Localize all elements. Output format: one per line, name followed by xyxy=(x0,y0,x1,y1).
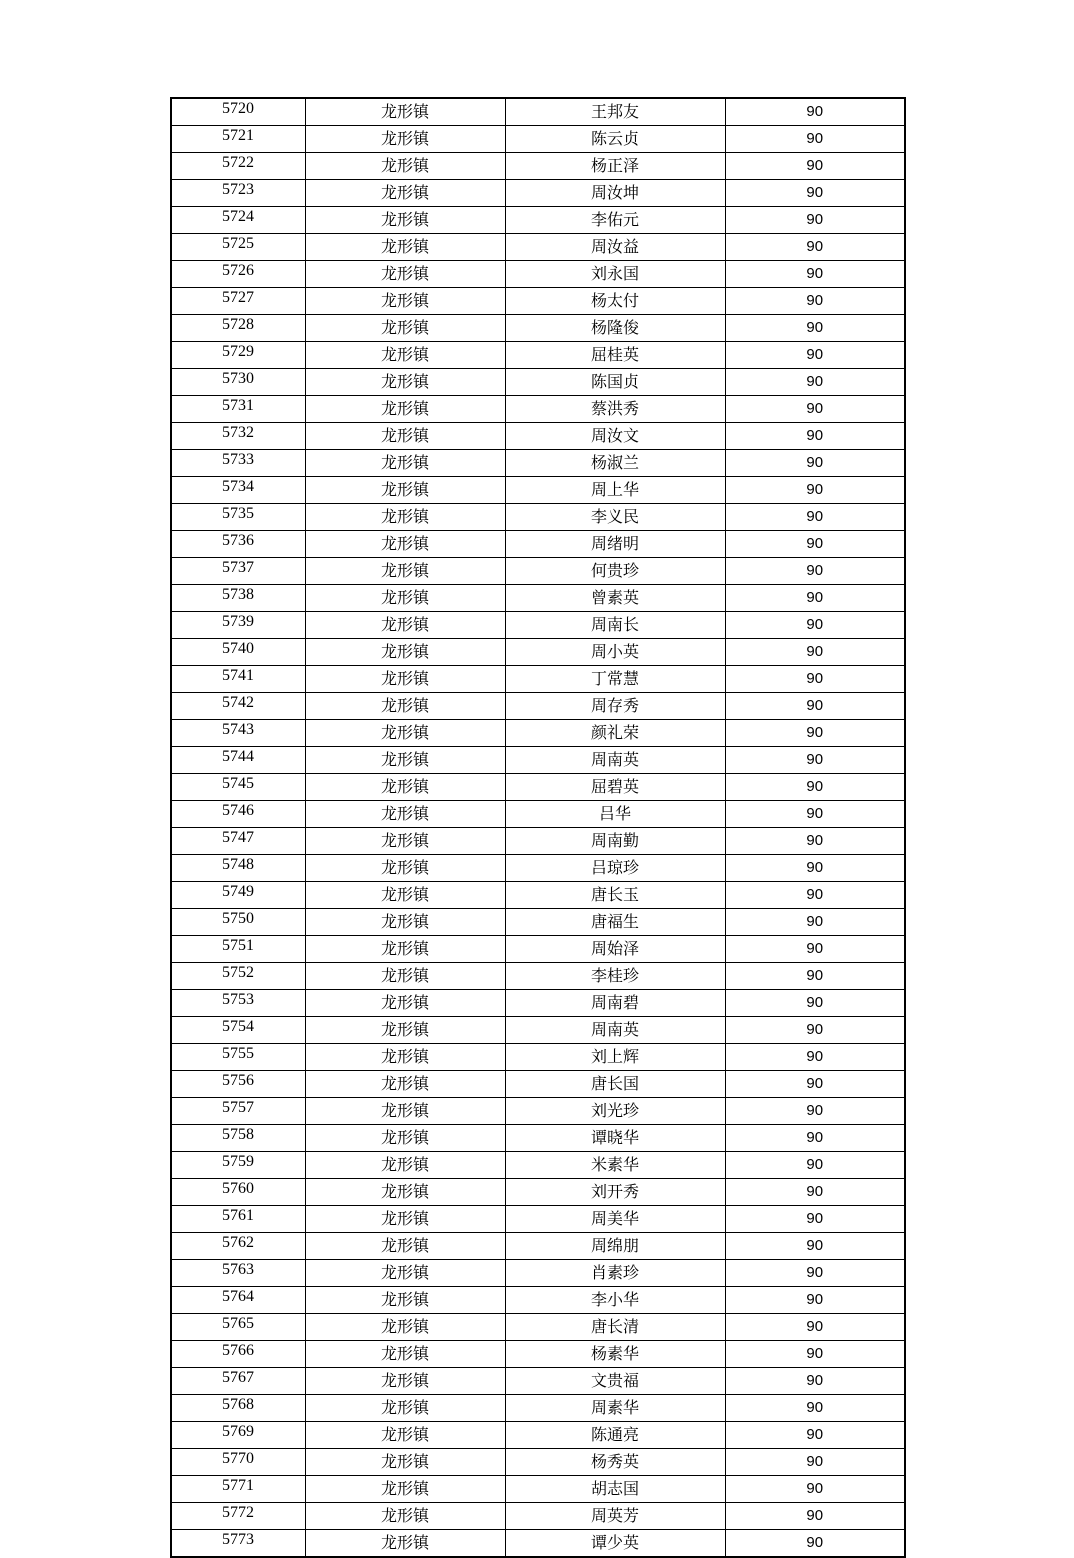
row-number-cell: 5730 xyxy=(171,369,305,396)
amount-cell: 90 xyxy=(725,882,905,909)
amount-cell: 90 xyxy=(725,1260,905,1287)
row-number-cell: 5760 xyxy=(171,1179,305,1206)
amount-cell: 90 xyxy=(725,180,905,207)
amount-cell: 90 xyxy=(725,612,905,639)
town-cell: 龙形镇 xyxy=(305,1017,505,1044)
amount-cell: 90 xyxy=(725,693,905,720)
person-name-cell: 陈云贞 xyxy=(505,126,725,153)
amount-cell: 90 xyxy=(725,1341,905,1368)
table-row xyxy=(171,261,905,288)
town-cell: 龙形镇 xyxy=(305,1287,505,1314)
amount-cell: 90 xyxy=(725,1017,905,1044)
table-row xyxy=(171,828,905,855)
amount-cell: 90 xyxy=(725,936,905,963)
table-row xyxy=(171,477,905,504)
person-name-cell: 曾素英 xyxy=(505,585,725,612)
person-name-cell: 李义民 xyxy=(505,504,725,531)
amount-cell: 90 xyxy=(725,666,905,693)
person-name-cell: 胡志国 xyxy=(505,1476,725,1503)
row-number-cell: 5734 xyxy=(171,477,305,504)
row-number-cell: 5747 xyxy=(171,828,305,855)
town-cell: 龙形镇 xyxy=(305,612,505,639)
person-name-cell: 李小华 xyxy=(505,1287,725,1314)
row-number-cell: 5725 xyxy=(171,234,305,261)
table-row xyxy=(171,990,905,1017)
person-name-cell: 周上华 xyxy=(505,477,725,504)
town-cell: 龙形镇 xyxy=(305,693,505,720)
town-cell: 龙形镇 xyxy=(305,585,505,612)
person-name-cell: 陈通亮 xyxy=(505,1422,725,1449)
row-number-cell: 5738 xyxy=(171,585,305,612)
table-row xyxy=(171,1125,905,1152)
row-number-cell: 5768 xyxy=(171,1395,305,1422)
amount-cell: 90 xyxy=(725,1530,905,1558)
person-name-cell: 周南英 xyxy=(505,1017,725,1044)
table-row xyxy=(171,1017,905,1044)
town-cell: 龙形镇 xyxy=(305,234,505,261)
town-cell: 龙形镇 xyxy=(305,1071,505,1098)
person-name-cell: 米素华 xyxy=(505,1152,725,1179)
person-name-cell: 周汝文 xyxy=(505,423,725,450)
person-name-cell: 文贵福 xyxy=(505,1368,725,1395)
amount-cell: 90 xyxy=(725,1152,905,1179)
town-cell: 龙形镇 xyxy=(305,1152,505,1179)
row-number-cell: 5735 xyxy=(171,504,305,531)
row-number-cell: 5761 xyxy=(171,1206,305,1233)
person-name-cell: 蔡洪秀 xyxy=(505,396,725,423)
table-row xyxy=(171,1341,905,1368)
table-row xyxy=(171,585,905,612)
row-number-cell: 5737 xyxy=(171,558,305,585)
amount-cell: 90 xyxy=(725,1395,905,1422)
table-row xyxy=(171,1260,905,1287)
town-cell: 龙形镇 xyxy=(305,477,505,504)
row-number-cell: 5741 xyxy=(171,666,305,693)
person-name-cell: 刘上辉 xyxy=(505,1044,725,1071)
town-cell: 龙形镇 xyxy=(305,180,505,207)
town-cell: 龙形镇 xyxy=(305,1206,505,1233)
row-number-cell: 5751 xyxy=(171,936,305,963)
row-number-cell: 5770 xyxy=(171,1449,305,1476)
amount-cell: 90 xyxy=(725,315,905,342)
person-name-cell: 杨素华 xyxy=(505,1341,725,1368)
person-name-cell: 刘开秀 xyxy=(505,1179,725,1206)
amount-cell: 90 xyxy=(725,801,905,828)
town-cell: 龙形镇 xyxy=(305,1422,505,1449)
table-row xyxy=(171,531,905,558)
row-number-cell: 5771 xyxy=(171,1476,305,1503)
table-row xyxy=(171,234,905,261)
table-row xyxy=(171,774,905,801)
table-row xyxy=(171,342,905,369)
amount-cell: 90 xyxy=(725,1503,905,1530)
row-number-cell: 5750 xyxy=(171,909,305,936)
row-number-cell: 5752 xyxy=(171,963,305,990)
amount-cell: 90 xyxy=(725,1368,905,1395)
town-cell: 龙形镇 xyxy=(305,882,505,909)
row-number-cell: 5748 xyxy=(171,855,305,882)
town-cell: 龙形镇 xyxy=(305,450,505,477)
row-number-cell: 5724 xyxy=(171,207,305,234)
row-number-cell: 5754 xyxy=(171,1017,305,1044)
row-number-cell: 5755 xyxy=(171,1044,305,1071)
row-number-cell: 5732 xyxy=(171,423,305,450)
table-row xyxy=(171,882,905,909)
town-cell: 龙形镇 xyxy=(305,369,505,396)
table-row xyxy=(171,1395,905,1422)
amount-cell: 90 xyxy=(725,531,905,558)
table-row xyxy=(171,1530,905,1558)
table-row xyxy=(171,396,905,423)
row-number-cell: 5767 xyxy=(171,1368,305,1395)
table-row xyxy=(171,801,905,828)
table-row xyxy=(171,747,905,774)
town-cell: 龙形镇 xyxy=(305,1260,505,1287)
person-name-cell: 周南碧 xyxy=(505,990,725,1017)
town-cell: 龙形镇 xyxy=(305,1125,505,1152)
row-number-cell: 5727 xyxy=(171,288,305,315)
person-name-cell: 周绵朋 xyxy=(505,1233,725,1260)
table-row xyxy=(171,936,905,963)
person-name-cell: 周英芳 xyxy=(505,1503,725,1530)
table-row xyxy=(171,1476,905,1503)
amount-cell: 90 xyxy=(725,963,905,990)
amount-cell: 90 xyxy=(725,909,905,936)
person-name-cell: 周素华 xyxy=(505,1395,725,1422)
amount-cell: 90 xyxy=(725,261,905,288)
amount-cell: 90 xyxy=(725,126,905,153)
row-number-cell: 5739 xyxy=(171,612,305,639)
table-row xyxy=(171,504,905,531)
amount-cell: 90 xyxy=(725,720,905,747)
row-number-cell: 5740 xyxy=(171,639,305,666)
town-cell: 龙形镇 xyxy=(305,801,505,828)
amount-cell: 90 xyxy=(725,1098,905,1125)
person-name-cell: 唐福生 xyxy=(505,909,725,936)
amount-cell: 90 xyxy=(725,774,905,801)
town-cell: 龙形镇 xyxy=(305,1314,505,1341)
row-number-cell: 5743 xyxy=(171,720,305,747)
amount-cell: 90 xyxy=(725,1422,905,1449)
person-name-cell: 杨秀英 xyxy=(505,1449,725,1476)
table-row xyxy=(171,720,905,747)
amount-cell: 90 xyxy=(725,1233,905,1260)
person-name-cell: 周绪明 xyxy=(505,531,725,558)
row-number-cell: 5759 xyxy=(171,1152,305,1179)
person-name-cell: 杨隆俊 xyxy=(505,315,725,342)
person-name-cell: 屈碧英 xyxy=(505,774,725,801)
row-number-cell: 5772 xyxy=(171,1503,305,1530)
roster-table-body xyxy=(171,98,905,1557)
amount-cell: 90 xyxy=(725,1125,905,1152)
person-name-cell: 肖素珍 xyxy=(505,1260,725,1287)
table-row xyxy=(171,558,905,585)
town-cell: 龙形镇 xyxy=(305,1098,505,1125)
town-cell: 龙形镇 xyxy=(305,558,505,585)
town-cell: 龙形镇 xyxy=(305,1044,505,1071)
table-row xyxy=(171,315,905,342)
row-number-cell: 5749 xyxy=(171,882,305,909)
person-name-cell: 吕琼珍 xyxy=(505,855,725,882)
row-number-cell: 5765 xyxy=(171,1314,305,1341)
person-name-cell: 谭晓华 xyxy=(505,1125,725,1152)
town-cell: 龙形镇 xyxy=(305,342,505,369)
amount-cell: 90 xyxy=(725,747,905,774)
town-cell: 龙形镇 xyxy=(305,1395,505,1422)
town-cell: 龙形镇 xyxy=(305,1476,505,1503)
row-number-cell: 5756 xyxy=(171,1071,305,1098)
table-row xyxy=(171,963,905,990)
amount-cell: 90 xyxy=(725,855,905,882)
row-number-cell: 5769 xyxy=(171,1422,305,1449)
person-name-cell: 周存秀 xyxy=(505,693,725,720)
person-name-cell: 杨正泽 xyxy=(505,153,725,180)
table-row xyxy=(171,126,905,153)
person-name-cell: 陈国贞 xyxy=(505,369,725,396)
amount-cell: 90 xyxy=(725,828,905,855)
row-number-cell: 5745 xyxy=(171,774,305,801)
town-cell: 龙形镇 xyxy=(305,666,505,693)
person-name-cell: 周始泽 xyxy=(505,936,725,963)
person-name-cell: 何贵珍 xyxy=(505,558,725,585)
table-row xyxy=(171,450,905,477)
table-row xyxy=(171,1233,905,1260)
town-cell: 龙形镇 xyxy=(305,828,505,855)
table-row xyxy=(171,1287,905,1314)
table-row xyxy=(171,909,905,936)
table-row xyxy=(171,666,905,693)
row-number-cell: 5762 xyxy=(171,1233,305,1260)
row-number-cell: 5723 xyxy=(171,180,305,207)
row-number-cell: 5773 xyxy=(171,1530,305,1558)
table-row xyxy=(171,1422,905,1449)
table-row xyxy=(171,153,905,180)
row-number-cell: 5758 xyxy=(171,1125,305,1152)
amount-cell: 90 xyxy=(725,342,905,369)
table-row xyxy=(171,180,905,207)
person-name-cell: 杨淑兰 xyxy=(505,450,725,477)
amount-cell: 90 xyxy=(725,558,905,585)
row-number-cell: 5764 xyxy=(171,1287,305,1314)
town-cell: 龙形镇 xyxy=(305,1530,505,1558)
table-row xyxy=(171,1152,905,1179)
row-number-cell: 5722 xyxy=(171,153,305,180)
person-name-cell: 谭少英 xyxy=(505,1530,725,1558)
amount-cell: 90 xyxy=(725,98,905,126)
town-cell: 龙形镇 xyxy=(305,1449,505,1476)
person-name-cell: 丁常慧 xyxy=(505,666,725,693)
row-number-cell: 5757 xyxy=(171,1098,305,1125)
person-name-cell: 周小英 xyxy=(505,639,725,666)
row-number-cell: 5731 xyxy=(171,396,305,423)
person-name-cell: 刘永国 xyxy=(505,261,725,288)
town-cell: 龙形镇 xyxy=(305,774,505,801)
person-name-cell: 唐长玉 xyxy=(505,882,725,909)
table-row xyxy=(171,1368,905,1395)
table-row xyxy=(171,1314,905,1341)
town-cell: 龙形镇 xyxy=(305,990,505,1017)
row-number-cell: 5728 xyxy=(171,315,305,342)
person-name-cell: 李桂珍 xyxy=(505,963,725,990)
amount-cell: 90 xyxy=(725,234,905,261)
table-row xyxy=(171,1206,905,1233)
person-name-cell: 周南英 xyxy=(505,747,725,774)
town-cell: 龙形镇 xyxy=(305,531,505,558)
person-name-cell: 王邦友 xyxy=(505,98,725,126)
row-number-cell: 5726 xyxy=(171,261,305,288)
row-number-cell: 5721 xyxy=(171,126,305,153)
town-cell: 龙形镇 xyxy=(305,504,505,531)
town-cell: 龙形镇 xyxy=(305,1368,505,1395)
roster-table xyxy=(170,97,906,1558)
row-number-cell: 5763 xyxy=(171,1260,305,1287)
town-cell: 龙形镇 xyxy=(305,1341,505,1368)
amount-cell: 90 xyxy=(725,1044,905,1071)
amount-cell: 90 xyxy=(725,1287,905,1314)
row-number-cell: 5766 xyxy=(171,1341,305,1368)
town-cell: 龙形镇 xyxy=(305,936,505,963)
amount-cell: 90 xyxy=(725,1179,905,1206)
person-name-cell: 周汝坤 xyxy=(505,180,725,207)
town-cell: 龙形镇 xyxy=(305,315,505,342)
person-name-cell: 周南勤 xyxy=(505,828,725,855)
town-cell: 龙形镇 xyxy=(305,855,505,882)
person-name-cell: 周南长 xyxy=(505,612,725,639)
town-cell: 龙形镇 xyxy=(305,423,505,450)
table-row xyxy=(171,639,905,666)
row-number-cell: 5744 xyxy=(171,747,305,774)
table-row xyxy=(171,369,905,396)
table-row xyxy=(171,693,905,720)
amount-cell: 90 xyxy=(725,639,905,666)
table-row xyxy=(171,423,905,450)
town-cell: 龙形镇 xyxy=(305,207,505,234)
table-row xyxy=(171,1071,905,1098)
amount-cell: 90 xyxy=(725,450,905,477)
table-row xyxy=(171,1179,905,1206)
amount-cell: 90 xyxy=(725,369,905,396)
town-cell: 龙形镇 xyxy=(305,126,505,153)
town-cell: 龙形镇 xyxy=(305,98,505,126)
row-number-cell: 5720 xyxy=(171,98,305,126)
table-row xyxy=(171,612,905,639)
person-name-cell: 周汝益 xyxy=(505,234,725,261)
amount-cell: 90 xyxy=(725,423,905,450)
person-name-cell: 刘光珍 xyxy=(505,1098,725,1125)
town-cell: 龙形镇 xyxy=(305,747,505,774)
town-cell: 龙形镇 xyxy=(305,909,505,936)
amount-cell: 90 xyxy=(725,207,905,234)
amount-cell: 90 xyxy=(725,477,905,504)
town-cell: 龙形镇 xyxy=(305,288,505,315)
town-cell: 龙形镇 xyxy=(305,396,505,423)
town-cell: 龙形镇 xyxy=(305,639,505,666)
amount-cell: 90 xyxy=(725,396,905,423)
amount-cell: 90 xyxy=(725,1449,905,1476)
table-row xyxy=(171,207,905,234)
table-row xyxy=(171,1098,905,1125)
amount-cell: 90 xyxy=(725,288,905,315)
row-number-cell: 5746 xyxy=(171,801,305,828)
town-cell: 龙形镇 xyxy=(305,1179,505,1206)
amount-cell: 90 xyxy=(725,1206,905,1233)
town-cell: 龙形镇 xyxy=(305,720,505,747)
row-number-cell: 5736 xyxy=(171,531,305,558)
table-row xyxy=(171,1503,905,1530)
town-cell: 龙形镇 xyxy=(305,1233,505,1260)
row-number-cell: 5729 xyxy=(171,342,305,369)
person-name-cell: 杨太付 xyxy=(505,288,725,315)
table-row xyxy=(171,1044,905,1071)
row-number-cell: 5742 xyxy=(171,693,305,720)
person-name-cell: 屈桂英 xyxy=(505,342,725,369)
amount-cell: 90 xyxy=(725,1314,905,1341)
person-name-cell: 吕华 xyxy=(505,801,725,828)
person-name-cell: 周美华 xyxy=(505,1206,725,1233)
row-number-cell: 5753 xyxy=(171,990,305,1017)
town-cell: 龙形镇 xyxy=(305,153,505,180)
table-row xyxy=(171,855,905,882)
amount-cell: 90 xyxy=(725,1476,905,1503)
amount-cell: 90 xyxy=(725,504,905,531)
town-cell: 龙形镇 xyxy=(305,261,505,288)
amount-cell: 90 xyxy=(725,153,905,180)
amount-cell: 90 xyxy=(725,990,905,1017)
amount-cell: 90 xyxy=(725,1071,905,1098)
town-cell: 龙形镇 xyxy=(305,1503,505,1530)
table-row xyxy=(171,288,905,315)
person-name-cell: 颜礼荣 xyxy=(505,720,725,747)
person-name-cell: 唐长清 xyxy=(505,1314,725,1341)
table-row xyxy=(171,1449,905,1476)
row-number-cell: 5733 xyxy=(171,450,305,477)
amount-cell: 90 xyxy=(725,585,905,612)
person-name-cell: 李佑元 xyxy=(505,207,725,234)
person-name-cell: 唐长国 xyxy=(505,1071,725,1098)
table-row xyxy=(171,98,905,126)
town-cell: 龙形镇 xyxy=(305,963,505,990)
